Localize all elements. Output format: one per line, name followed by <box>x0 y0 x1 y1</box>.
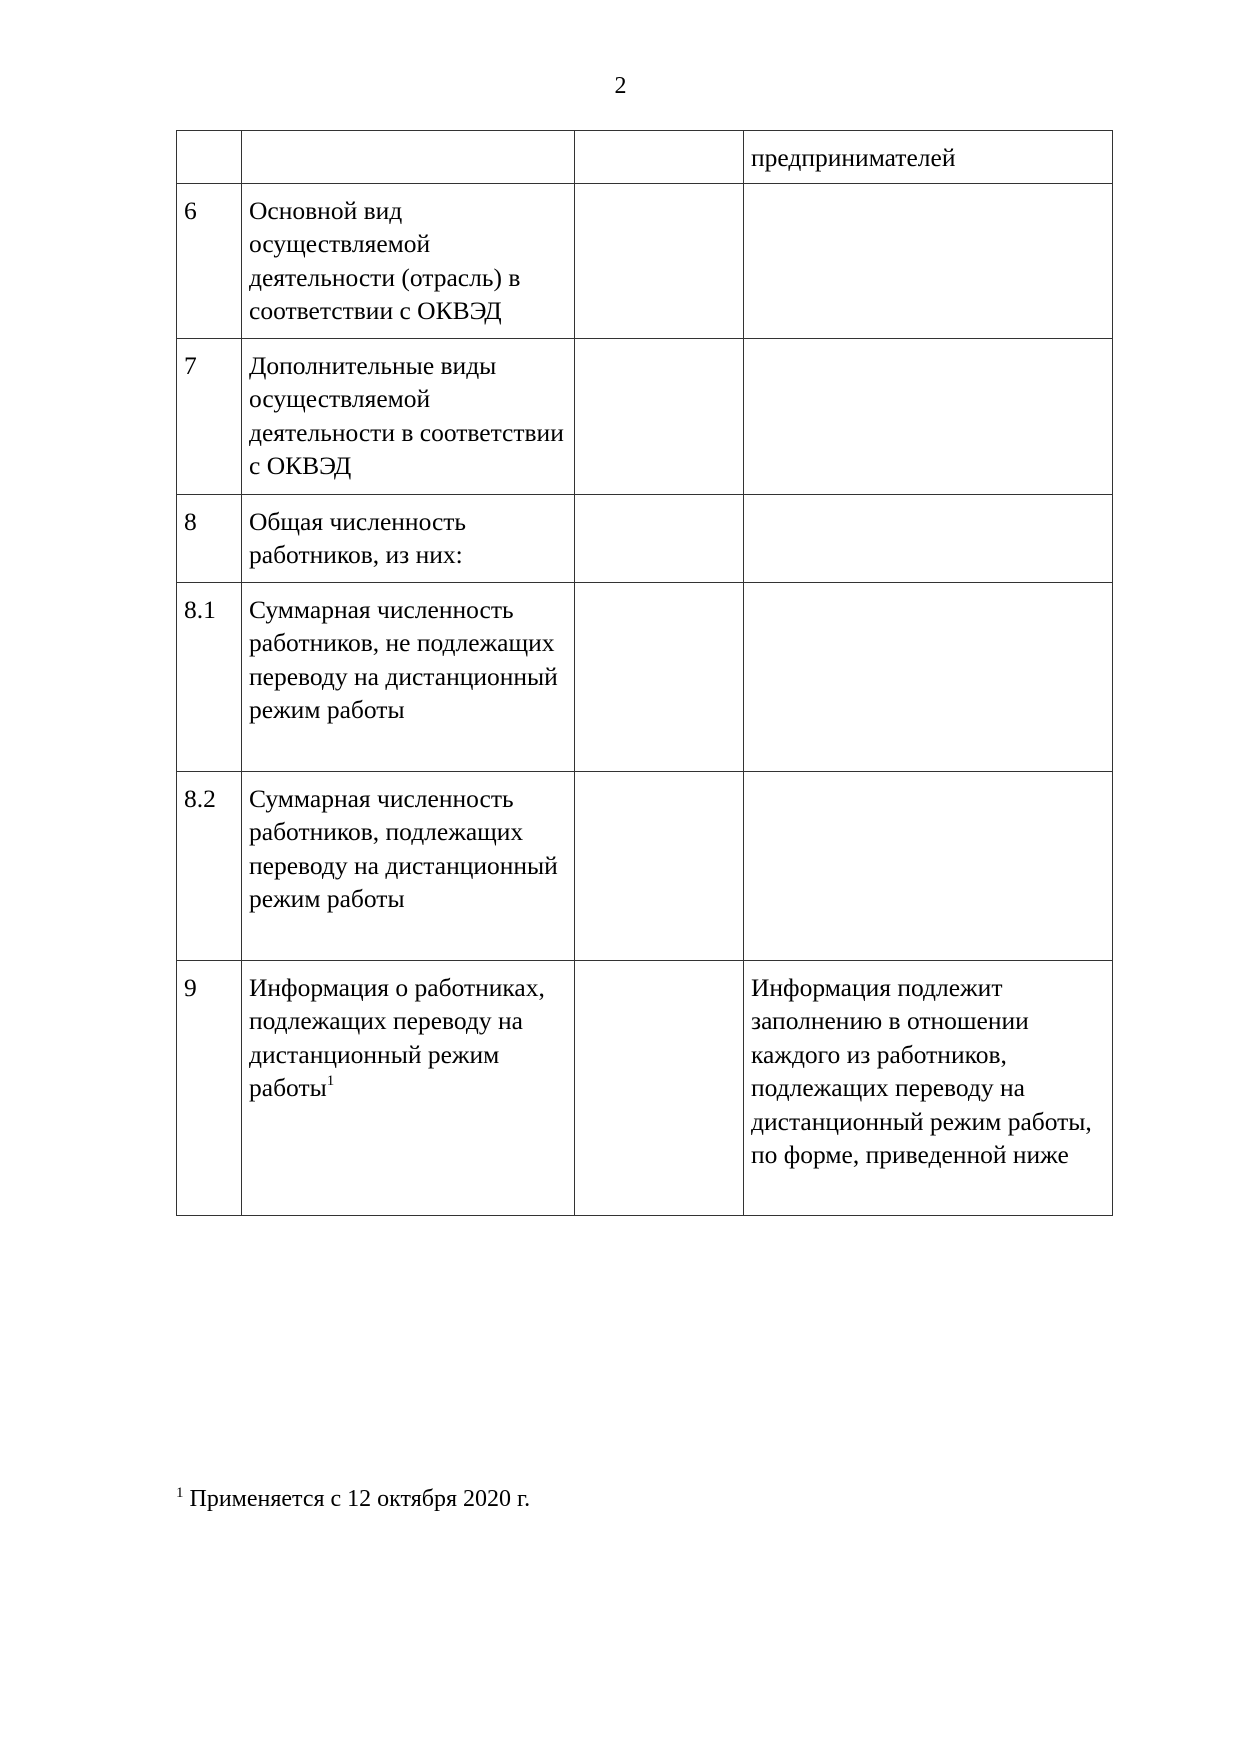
table-row <box>177 183 1113 338</box>
row-value-cell <box>575 494 744 582</box>
row-number-cell: 8.1 <box>177 582 242 771</box>
row-name-text: Информация о работниках, подлежащих переводу на дистанционный режим работы <box>249 972 545 1102</box>
row-number-cell: 9 <box>177 960 242 1215</box>
row-note-cell <box>744 582 1113 771</box>
table-row <box>177 338 1113 494</box>
row-value-cell <box>575 338 744 494</box>
row-name-cell: Общая численность работников, из них: <box>242 494 575 582</box>
row-note-cell: предпринимателей <box>744 131 1113 184</box>
table-row <box>177 771 1113 960</box>
row-name-cell: Суммарная численность работников, не подлежащих переводу на дистанционный режим работы <box>242 582 575 771</box>
row-name-cell: Суммарная численность работников, подлежащих переводу на дистанционный режим работы <box>242 771 575 960</box>
row-number-cell: 6 <box>177 183 242 338</box>
table-row <box>177 494 1113 582</box>
row-value-cell <box>575 131 744 184</box>
footnote-mark: 1 <box>176 1485 184 1501</box>
row-name-cell <box>242 131 575 184</box>
form-table <box>176 130 1113 1216</box>
table-row <box>177 131 1113 184</box>
row-value-cell <box>575 771 744 960</box>
table-row <box>177 582 1113 771</box>
footnote-reference: 1 <box>326 1072 335 1089</box>
table-row <box>177 960 1113 1215</box>
page-number: 2 <box>614 73 627 99</box>
row-name-cell: Основной вид осуществляемой деятельности (отрасль) в соответствии с ОКВЭД <box>242 183 575 338</box>
row-note-cell <box>744 183 1113 338</box>
row-value-cell <box>575 183 744 338</box>
row-number-cell: 7 <box>177 338 242 494</box>
row-value-cell <box>575 582 744 771</box>
row-name-cell: Дополнительные виды осуществляемой деятельности в соответствии с ОКВЭД <box>242 338 575 494</box>
row-note-cell <box>744 771 1113 960</box>
row-number-cell: 8 <box>177 494 242 582</box>
row-value-cell <box>575 960 744 1215</box>
footnote <box>176 1484 530 1514</box>
footnote-text: Применяется с 12 октября 2020 г. <box>183 1486 531 1512</box>
row-note-cell: Информация подлежит заполнению в отношении каждого из работников, подлежащих переводу на дистанционный режим работы, по форме, приведенной ниже <box>744 960 1113 1215</box>
row-note-cell <box>744 338 1113 494</box>
row-number-cell: 8.2 <box>177 771 242 960</box>
row-name-cell <box>242 960 575 1215</box>
row-note-cell <box>744 494 1113 582</box>
row-number-cell <box>177 131 242 184</box>
